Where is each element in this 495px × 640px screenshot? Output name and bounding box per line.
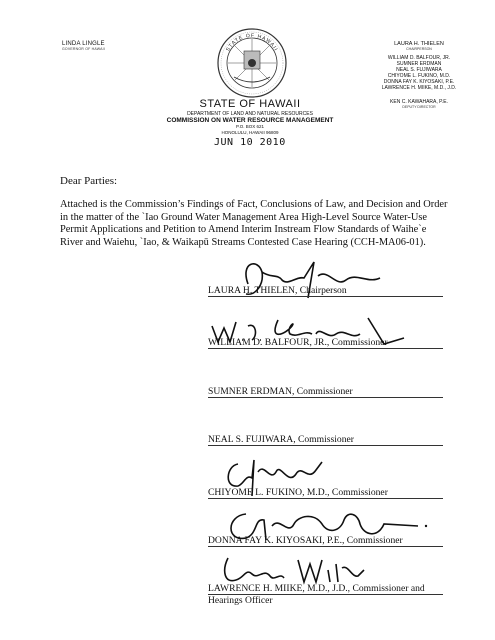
roster-commissioner: LAWRENCE H. MIIKE, M.D., J.D.	[381, 85, 457, 91]
governor-block	[62, 41, 105, 51]
chairperson-title: CHAIRPERSON	[406, 47, 432, 51]
roster-commissioner: SUMNER ERDMAN	[396, 61, 442, 67]
roster-commissioner: CHIYOME L. FUKINO, M.D.	[387, 73, 451, 79]
roster-commissioner: WILLIAM D. BALFOUR, JR.	[387, 55, 451, 61]
deputy-director-title: DEPUTY DIRECTOR	[402, 105, 436, 109]
governor-name: LINDA LINGLE	[62, 41, 105, 47]
chairperson-name: LAURA H. THIELEN	[394, 41, 444, 47]
state-seal-icon	[216, 27, 288, 99]
signature-line	[208, 445, 443, 446]
governor-title: GOVERNOR OF HAWAII	[62, 47, 106, 51]
seal-text: STATE OF HAWAII	[225, 32, 279, 53]
address-line-1: P.O. BOX 621	[236, 124, 264, 129]
signer-miike-role: Hearings Officer	[208, 595, 273, 606]
signer-erdman: SUMNER ERDMAN, Commissioner	[208, 386, 353, 397]
state-name: STATE OF HAWAII	[199, 98, 301, 110]
commission-name: COMMISSION ON WATER RESOURCE MANAGEMENT	[166, 117, 334, 124]
greeting: Dear Parties:	[60, 175, 118, 187]
address-line-2: HONOLULU, HAWAII 96809	[221, 129, 279, 135]
roster-commissioner: DONNA FAY K. KIYOSAKI, P.E.	[383, 79, 455, 85]
letter-body: Attached is the Commission’s Findings of Fact, Conclusions of Law, and Decision and Order in the matter of the `Iao Ground Water Management Area High-Level Source Water-Use Permit Applications and Petition to Amend Interim Instream Flow Standards of Waihe`e River and Waiehu, `Iao, & Waikapū Streams Contested Case Hearing (CCH-MA06-01).	[60, 199, 448, 248]
signer-miike: LAWRENCE H. MIIKE, M.D., J.D., Commissioner and	[208, 583, 425, 594]
signature-line	[208, 296, 443, 297]
signature-line	[208, 546, 443, 547]
roster-commissioner: NEAL S. FUJIWARA	[396, 67, 442, 73]
department-name: DEPARTMENT OF LAND AND NATURAL RESOURCES	[187, 111, 313, 117]
signer-balfour: WILLIAM D. BALFOUR, JR., Commissioner	[208, 337, 388, 348]
agency-letterhead	[100, 98, 400, 135]
signature-line	[208, 498, 443, 499]
signer-thielen: LAURA H. THIELEN, Chairperson	[208, 285, 347, 296]
date-stamp: JUN 10 2010	[214, 137, 286, 148]
signer-kiyosaki: DONNA FAY K. KIYOSAKI, P.E., Commissioner	[208, 535, 403, 546]
deputy-director-name: KEN C. KAWAHARA, P.E.	[390, 99, 448, 105]
signer-fukino: CHIYOME L. FUKINO, M.D., Commissioner	[208, 487, 388, 498]
signature-line	[208, 348, 443, 349]
signer-fujiwara: NEAL S. FUJIWARA, Commissioner	[208, 434, 354, 445]
signature-line	[208, 397, 443, 398]
